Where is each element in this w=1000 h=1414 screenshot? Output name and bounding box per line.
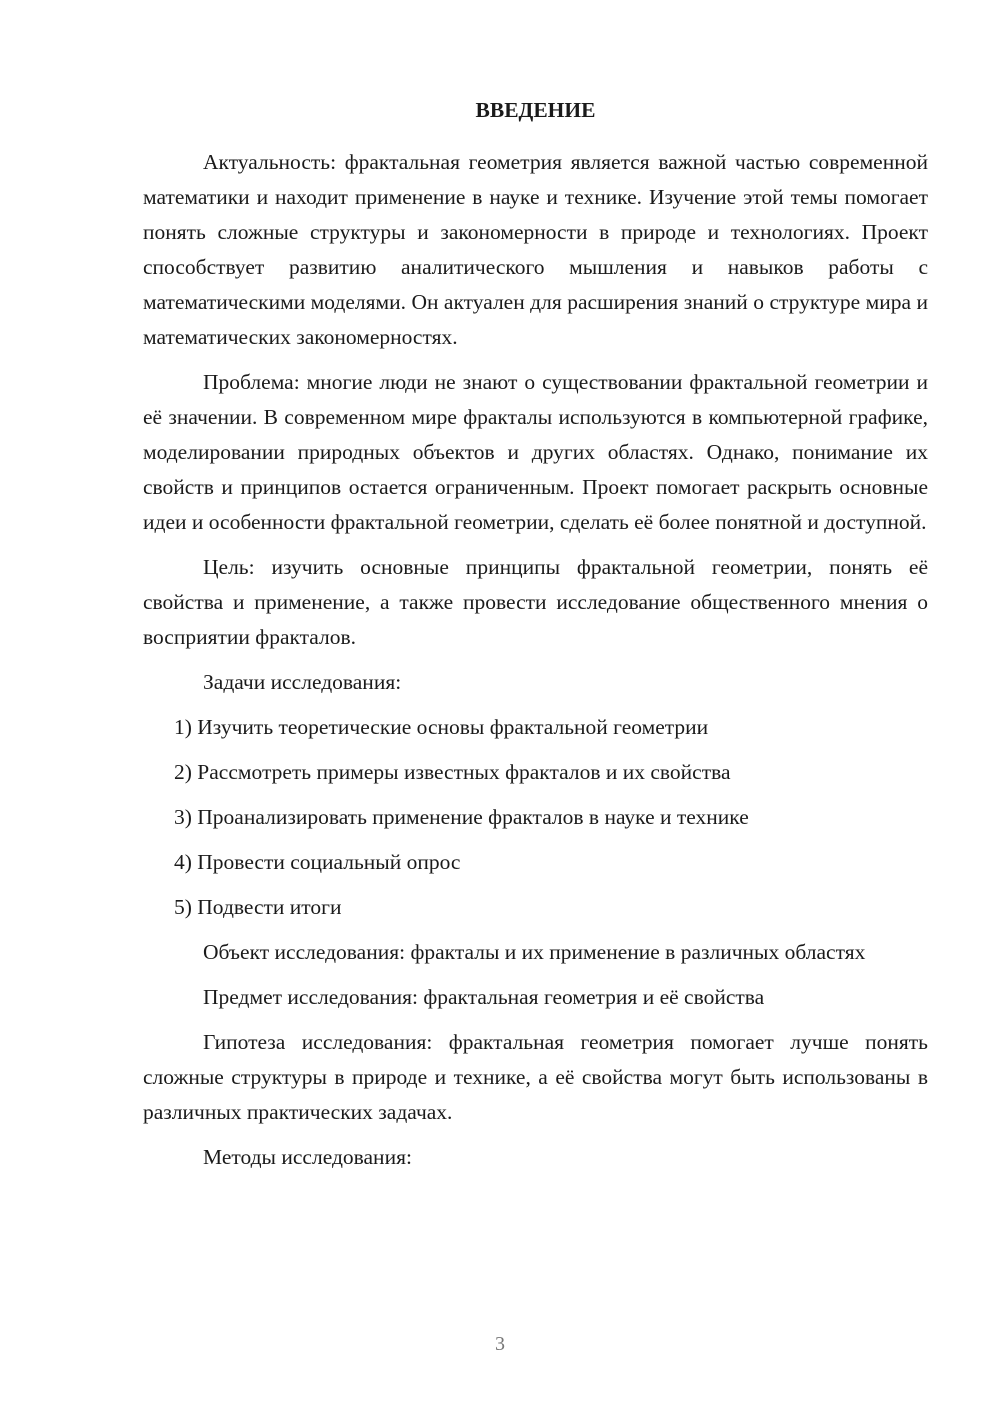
list-item: 1) Изучить теоретические основы фрактальной геометрии (174, 715, 709, 739)
subject-paragraph: Предмет исследования: фрактальная геометрия и её свойства (203, 985, 765, 1009)
tasks-list (143, 710, 928, 925)
list-item: 4) Провести социальный опрос (174, 850, 461, 874)
list-item: 3) Проанализировать применение фракталов в науке и технике (174, 805, 749, 829)
page-number: 3 (495, 1333, 505, 1355)
tasks-label: Задачи исследования: (203, 670, 402, 694)
goal-paragraph: Цель: изучить основные принципы фрактальной геометрии, понять её свойства и применение, а также провести исследование общественного мнения о восприятии фракталов. (143, 555, 928, 649)
relevance-paragraph: Актуальность: фрактальная геометрия является важной частью современной математики и находит применение в науке и технике. Изучение этой темы помогает понять сложные структуры и закономерности в природе и технологиях. Проект способствует развитию аналитического мышления и навыков работы с математическими моделями. Он актуален для расширения знаний о структуре мира и математических закономерностях. (143, 150, 928, 349)
hypothesis-paragraph: Гипотеза исследования: фрактальная геометрия помогает лучше понять сложные структуры в природе и технике, а её свойства могут быть использованы в различных практических задачах. (143, 1030, 928, 1124)
list-item: 5) Подвести итоги (174, 895, 342, 919)
list-item: 2) Рассмотреть примеры известных фракталов и их свойства (174, 760, 731, 784)
problem-paragraph: Проблема: многие люди не знают о существовании фрактальной геометрии и её значении. В современном мире фракталы используются в компьютерной графике, моделировании природных объектов и других областях. Однако, понимание их свойств и принципов остается ограниченным. Проект помогает раскрыть основные идеи и особенности фрактальной геометрии, сделать её более понятной и доступной. (143, 370, 928, 534)
methods-label: Методы исследования: (203, 1145, 412, 1169)
object-paragraph: Объект исследования: фракталы и их применение в различных областях (203, 940, 866, 964)
document-page (143, 92, 928, 1185)
section-heading: ВВЕДЕНИЕ (475, 98, 596, 122)
